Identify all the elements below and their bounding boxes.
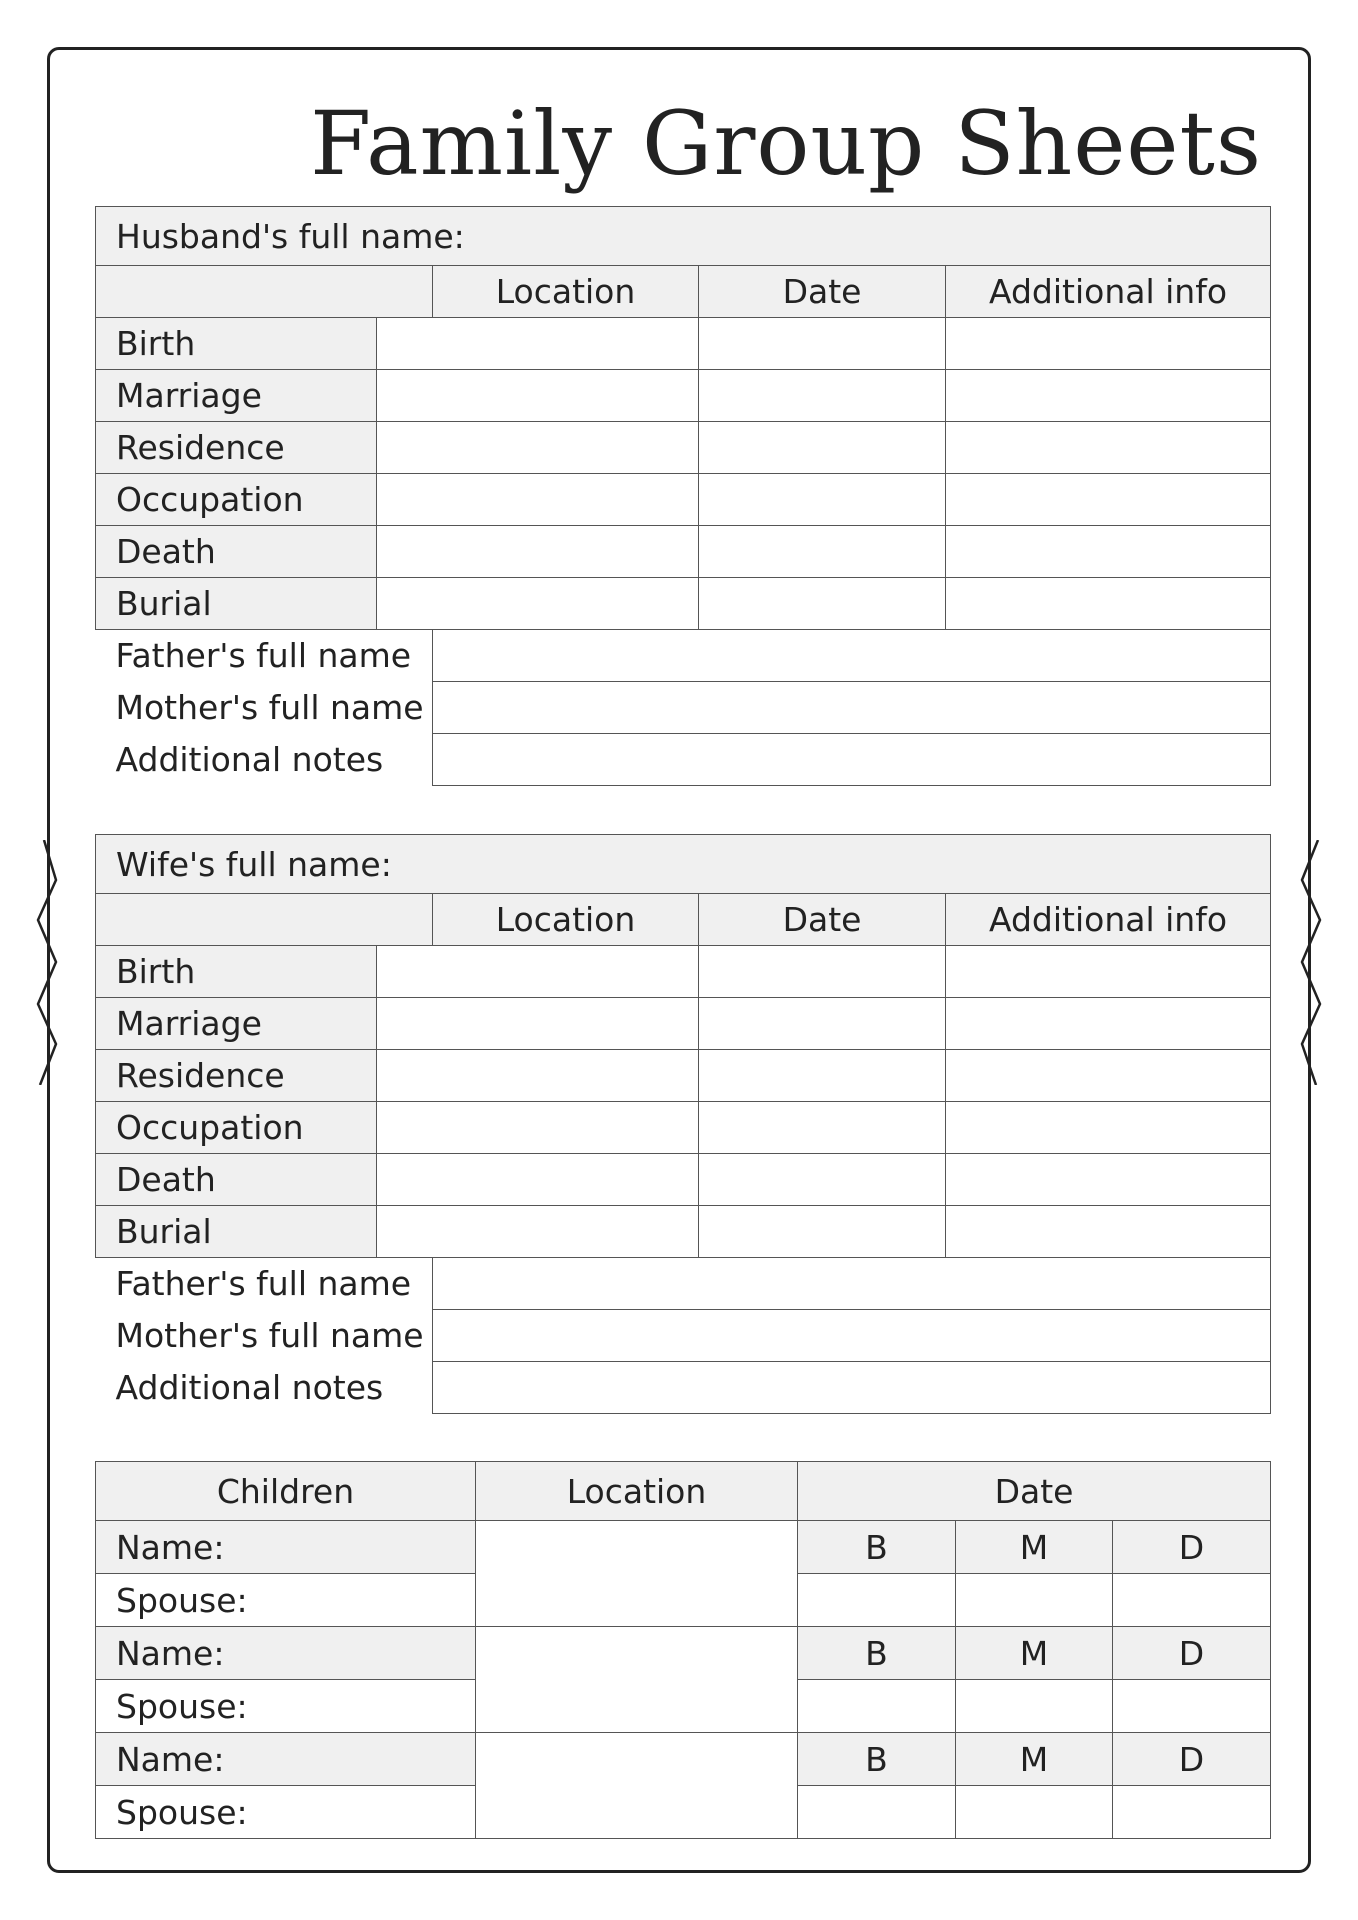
info-cell[interactable] <box>946 946 1271 998</box>
info-cell[interactable] <box>946 1050 1271 1102</box>
date-m-cell[interactable] <box>956 1574 1113 1627</box>
father-name-field[interactable] <box>433 630 1271 682</box>
child-name-field[interactable]: Name: <box>96 1733 476 1786</box>
header-location: Location <box>476 1462 798 1521</box>
date-cell[interactable] <box>699 946 946 998</box>
event-label-marriage: Marriage <box>96 370 377 422</box>
header-location: Location <box>433 266 699 318</box>
location-cell[interactable] <box>377 1154 699 1206</box>
additional-notes-label: Additional notes <box>96 1362 433 1414</box>
date-col-d: D <box>1113 1733 1271 1786</box>
date-d-cell[interactable] <box>1113 1574 1271 1627</box>
event-label-birth: Birth <box>96 318 377 370</box>
date-m-cell[interactable] <box>956 1786 1113 1839</box>
wife-full-name-field[interactable]: Wife's full name: <box>96 835 1271 894</box>
event-row <box>96 1102 1271 1154</box>
info-cell[interactable] <box>946 1154 1271 1206</box>
location-cell[interactable] <box>377 998 699 1050</box>
father-name-label: Father's full name <box>96 630 433 682</box>
header-additional-info: Additional info <box>946 266 1271 318</box>
child-name-field[interactable]: Name: <box>96 1521 476 1574</box>
location-cell[interactable] <box>377 1206 699 1258</box>
child-location-cell[interactable] <box>476 1627 798 1733</box>
event-label-marriage: Marriage <box>96 998 377 1050</box>
event-label-burial: Burial <box>96 578 377 630</box>
date-cell[interactable] <box>699 578 946 630</box>
additional-notes-field[interactable] <box>433 1362 1271 1414</box>
husband-table <box>95 206 1271 786</box>
date-b-cell[interactable] <box>798 1786 956 1839</box>
event-row <box>96 1206 1271 1258</box>
date-cell[interactable] <box>699 1102 946 1154</box>
date-col-d: D <box>1113 1521 1271 1574</box>
date-d-cell[interactable] <box>1113 1786 1271 1839</box>
info-cell[interactable] <box>946 578 1271 630</box>
page-title: Family Group Sheets <box>310 92 1262 195</box>
date-cell[interactable] <box>699 370 946 422</box>
info-cell[interactable] <box>946 370 1271 422</box>
child-spouse-field[interactable]: Spouse: <box>96 1786 476 1839</box>
event-label-residence: Residence <box>96 422 377 474</box>
date-cell[interactable] <box>699 1050 946 1102</box>
date-m-cell[interactable] <box>956 1680 1113 1733</box>
parent-row <box>96 734 1271 786</box>
husband-full-name-field[interactable]: Husband's full name: <box>96 207 1271 266</box>
date-cell[interactable] <box>699 526 946 578</box>
parent-row <box>96 1362 1271 1414</box>
event-row <box>96 370 1271 422</box>
date-cell[interactable] <box>699 474 946 526</box>
children-table <box>95 1461 1271 1839</box>
header-date: Date <box>699 894 946 946</box>
header-additional-info: Additional info <box>946 894 1271 946</box>
wife-table <box>95 834 1271 1414</box>
parent-row <box>96 1258 1271 1310</box>
location-cell[interactable] <box>377 1102 699 1154</box>
event-row <box>96 1154 1271 1206</box>
date-col-m: M <box>956 1627 1113 1680</box>
additional-notes-label: Additional notes <box>96 734 433 786</box>
location-cell[interactable] <box>377 946 699 998</box>
mother-name-label: Mother's full name <box>96 1310 433 1362</box>
date-col-b: B <box>798 1733 956 1786</box>
info-cell[interactable] <box>946 1206 1271 1258</box>
event-row <box>96 578 1271 630</box>
child-name-field[interactable]: Name: <box>96 1627 476 1680</box>
date-col-m: M <box>956 1733 1113 1786</box>
mother-name-field[interactable] <box>433 1310 1271 1362</box>
location-cell[interactable] <box>377 370 699 422</box>
info-cell[interactable] <box>946 998 1271 1050</box>
parent-row <box>96 630 1271 682</box>
info-cell[interactable] <box>946 422 1271 474</box>
date-col-b: B <box>798 1521 956 1574</box>
event-label-residence: Residence <box>96 1050 377 1102</box>
father-name-label: Father's full name <box>96 1258 433 1310</box>
parent-row <box>96 1310 1271 1362</box>
additional-notes-field[interactable] <box>433 734 1271 786</box>
left-zigzag-decoration <box>34 840 64 1085</box>
date-cell[interactable] <box>699 998 946 1050</box>
event-row <box>96 998 1271 1050</box>
mother-name-field[interactable] <box>433 682 1271 734</box>
header-blank <box>96 894 433 946</box>
location-cell[interactable] <box>377 422 699 474</box>
event-row <box>96 422 1271 474</box>
event-label-burial: Burial <box>96 1206 377 1258</box>
mother-name-label: Mother's full name <box>96 682 433 734</box>
info-cell[interactable] <box>946 318 1271 370</box>
header-date: Date <box>798 1462 1271 1521</box>
event-label-occupation: Occupation <box>96 1102 377 1154</box>
child-spouse-field[interactable]: Spouse: <box>96 1574 476 1627</box>
father-name-field[interactable] <box>433 1258 1271 1310</box>
date-cell[interactable] <box>699 1154 946 1206</box>
event-label-occupation: Occupation <box>96 474 377 526</box>
event-row <box>96 1050 1271 1102</box>
date-col-d: D <box>1113 1627 1271 1680</box>
event-label-death: Death <box>96 1154 377 1206</box>
date-d-cell[interactable] <box>1113 1680 1271 1733</box>
location-cell[interactable] <box>377 318 699 370</box>
parent-row <box>96 682 1271 734</box>
date-cell[interactable] <box>699 318 946 370</box>
location-cell[interactable] <box>377 578 699 630</box>
date-b-cell[interactable] <box>798 1574 956 1627</box>
location-cell[interactable] <box>377 526 699 578</box>
date-cell[interactable] <box>699 1206 946 1258</box>
header-location: Location <box>433 894 699 946</box>
event-row <box>96 526 1271 578</box>
info-cell[interactable] <box>946 526 1271 578</box>
event-row <box>96 318 1271 370</box>
info-cell[interactable] <box>946 1102 1271 1154</box>
info-cell[interactable] <box>946 474 1271 526</box>
location-cell[interactable] <box>377 1050 699 1102</box>
event-row <box>96 946 1271 998</box>
date-col-b: B <box>798 1627 956 1680</box>
header-children: Children <box>96 1462 476 1521</box>
header-date: Date <box>699 266 946 318</box>
date-b-cell[interactable] <box>798 1680 956 1733</box>
event-label-death: Death <box>96 526 377 578</box>
date-cell[interactable] <box>699 422 946 474</box>
event-label-birth: Birth <box>96 946 377 998</box>
header-blank <box>96 266 433 318</box>
child-location-cell[interactable] <box>476 1733 798 1839</box>
date-col-m: M <box>956 1521 1113 1574</box>
event-row <box>96 474 1271 526</box>
location-cell[interactable] <box>377 474 699 526</box>
child-spouse-field[interactable]: Spouse: <box>96 1680 476 1733</box>
right-zigzag-decoration <box>1298 840 1328 1085</box>
child-location-cell[interactable] <box>476 1521 798 1627</box>
